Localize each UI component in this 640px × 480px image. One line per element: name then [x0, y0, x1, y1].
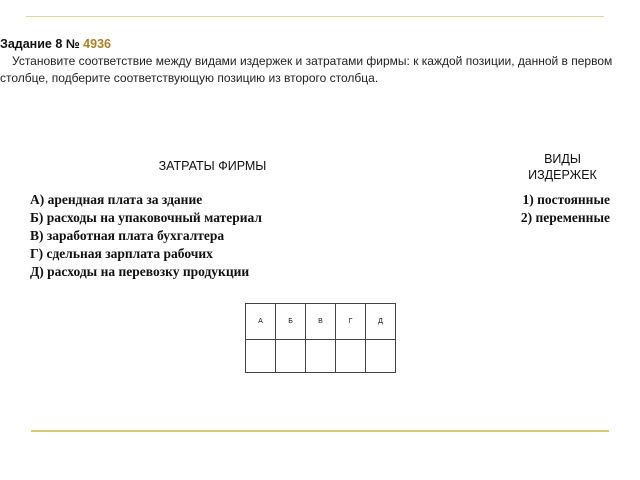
task-label: Задание 8 №	[0, 37, 80, 51]
answer-cell[interactable]	[366, 340, 396, 373]
left-column-header: ЗАТРАТЫ ФИРМЫ	[158, 159, 267, 173]
answer-header-row	[246, 304, 396, 340]
answer-value-row	[246, 340, 396, 373]
answer-header-cell: В	[306, 304, 336, 340]
cost-item-g: Г) сдельная зарплата рабочих	[30, 246, 213, 261]
answer-header-cell: Д	[366, 304, 396, 340]
top-divider	[26, 16, 604, 17]
cost-item-b: Б) расходы на упаковочный материал	[30, 210, 262, 225]
answer-header-cell: Б	[276, 304, 306, 340]
costs-list	[30, 191, 262, 281]
answer-header-cell: А	[246, 304, 276, 340]
answer-cell[interactable]	[246, 340, 276, 373]
answer-cell[interactable]	[276, 340, 306, 373]
cost-type-2: 2) переменные	[520, 210, 610, 225]
cost-item-d: Д) расходы на перевозку продукции	[30, 264, 250, 279]
answer-header-cell: Г	[336, 304, 366, 340]
task-instructions: Установите соответствие между видами издержек и затратами фирмы: к каждой позиции, данной в первом столбце, подберите соответствующую позицию из второго столбца.	[0, 54, 613, 85]
answer-cell[interactable]	[306, 340, 336, 373]
cost-item-a: А) арендная плата за здание	[30, 192, 203, 207]
answer-cell[interactable]	[336, 340, 366, 373]
task-heading	[0, 37, 111, 51]
cost-types-list	[480, 191, 610, 227]
task-number-link[interactable]: 4936	[83, 37, 111, 51]
cost-item-v: В) заработная плата бухгалтера	[30, 228, 225, 243]
answer-table	[245, 303, 396, 373]
bottom-divider	[31, 430, 609, 432]
right-column-header: ВИДЫ ИЗДЕРЖЕК	[528, 152, 597, 182]
cost-type-1: 1) постоянные	[522, 192, 610, 207]
